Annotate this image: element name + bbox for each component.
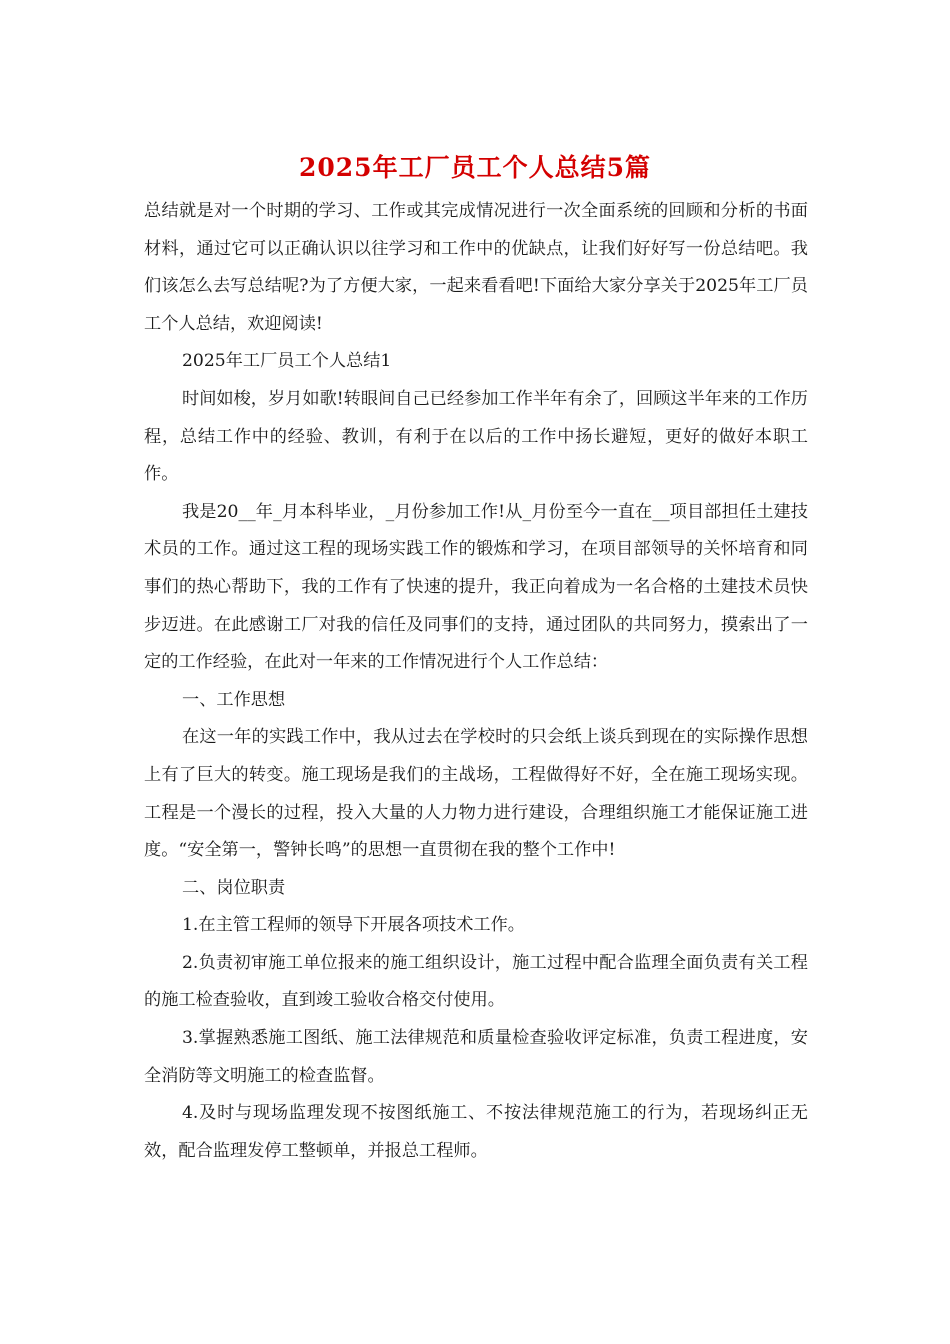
body-paragraph: 时间如梭，岁月如歌!转眼间自己已经参加工作半年有余了，回顾这半年来的工作历程，总结工作中的经验、教训，有利于在以后的工作中扬长避短，更好的做好本职工作。 xyxy=(144,388,808,485)
list-item: 3.掌握熟悉施工图纸、施工法律规范和质量检查验收评定标准，负责工程进度，安全消防等文明施工的检查监督。 xyxy=(144,1028,808,1086)
document-body xyxy=(144,193,808,1170)
document-title: 2025年工厂员工个人总结5篇 xyxy=(299,153,651,182)
section-heading: 2025年工厂员工个人总结1 xyxy=(182,351,392,372)
list-item: 2.负责初审施工单位报来的施工组织设计，施工过程中配合监理全面负责有关工程的施工检查验收，直到竣工验收合格交付使用。 xyxy=(144,952,808,1011)
list-item: 4.及时与现场监理发现不按图纸施工、不按法律规范施工的行为，若现场纠正无效，配合监理发停工整顿单，并报总工程师。 xyxy=(144,1103,808,1161)
list-item: 1.在主管工程师的领导下开展各项技术工作。 xyxy=(182,915,525,936)
subsection-heading: 二、岗位职责 xyxy=(182,877,286,898)
body-paragraph: 在这一年的实践工作中，我从过去在学校时的只会纸上谈兵到现在的实际操作思想上有了巨大的转变。施工现场是我们的主战场，工程做得好不好，全在施工现场实现。工程是一个漫长的过程，投入大量的人力物力进行建设，合理组织施工才能保证施工进度。“安全第一，警钟长鸣”的思想一直贯彻在我的整个工作中! xyxy=(144,727,808,861)
body-paragraph: 我是20__年_月本科毕业，_月份参加工作!从_月份至今一直在__项目部担任土建技术员的工作。通过这工程的现场实践工作的锻炼和学习，在项目部领导的关怀培育和同事们的热心帮助下，我的工作有了快速的提升，我正向着成为一名合格的土建技术员快步迈进。在此感谢工厂对我的信任及同事们的支持，通过团队的共同努力，摸索出了一定的工作经验，在此对一年来的工作情况进行个人工作总结： xyxy=(144,501,808,673)
subsection-heading: 一、工作思想 xyxy=(182,689,286,710)
intro-paragraph: 总结就是对一个时期的学习、工作或其完成情况进行一次全面系统的回顾和分析的书面材料，通过它可以正确认识以往学习和工作中的优缺点，让我们好好写一份总结吧。我们该怎么去写总结呢?为了方便大家，一起来看看吧!下面给大家分享关于2025年工厂员工个人总结，欢迎阅读! xyxy=(144,201,808,334)
